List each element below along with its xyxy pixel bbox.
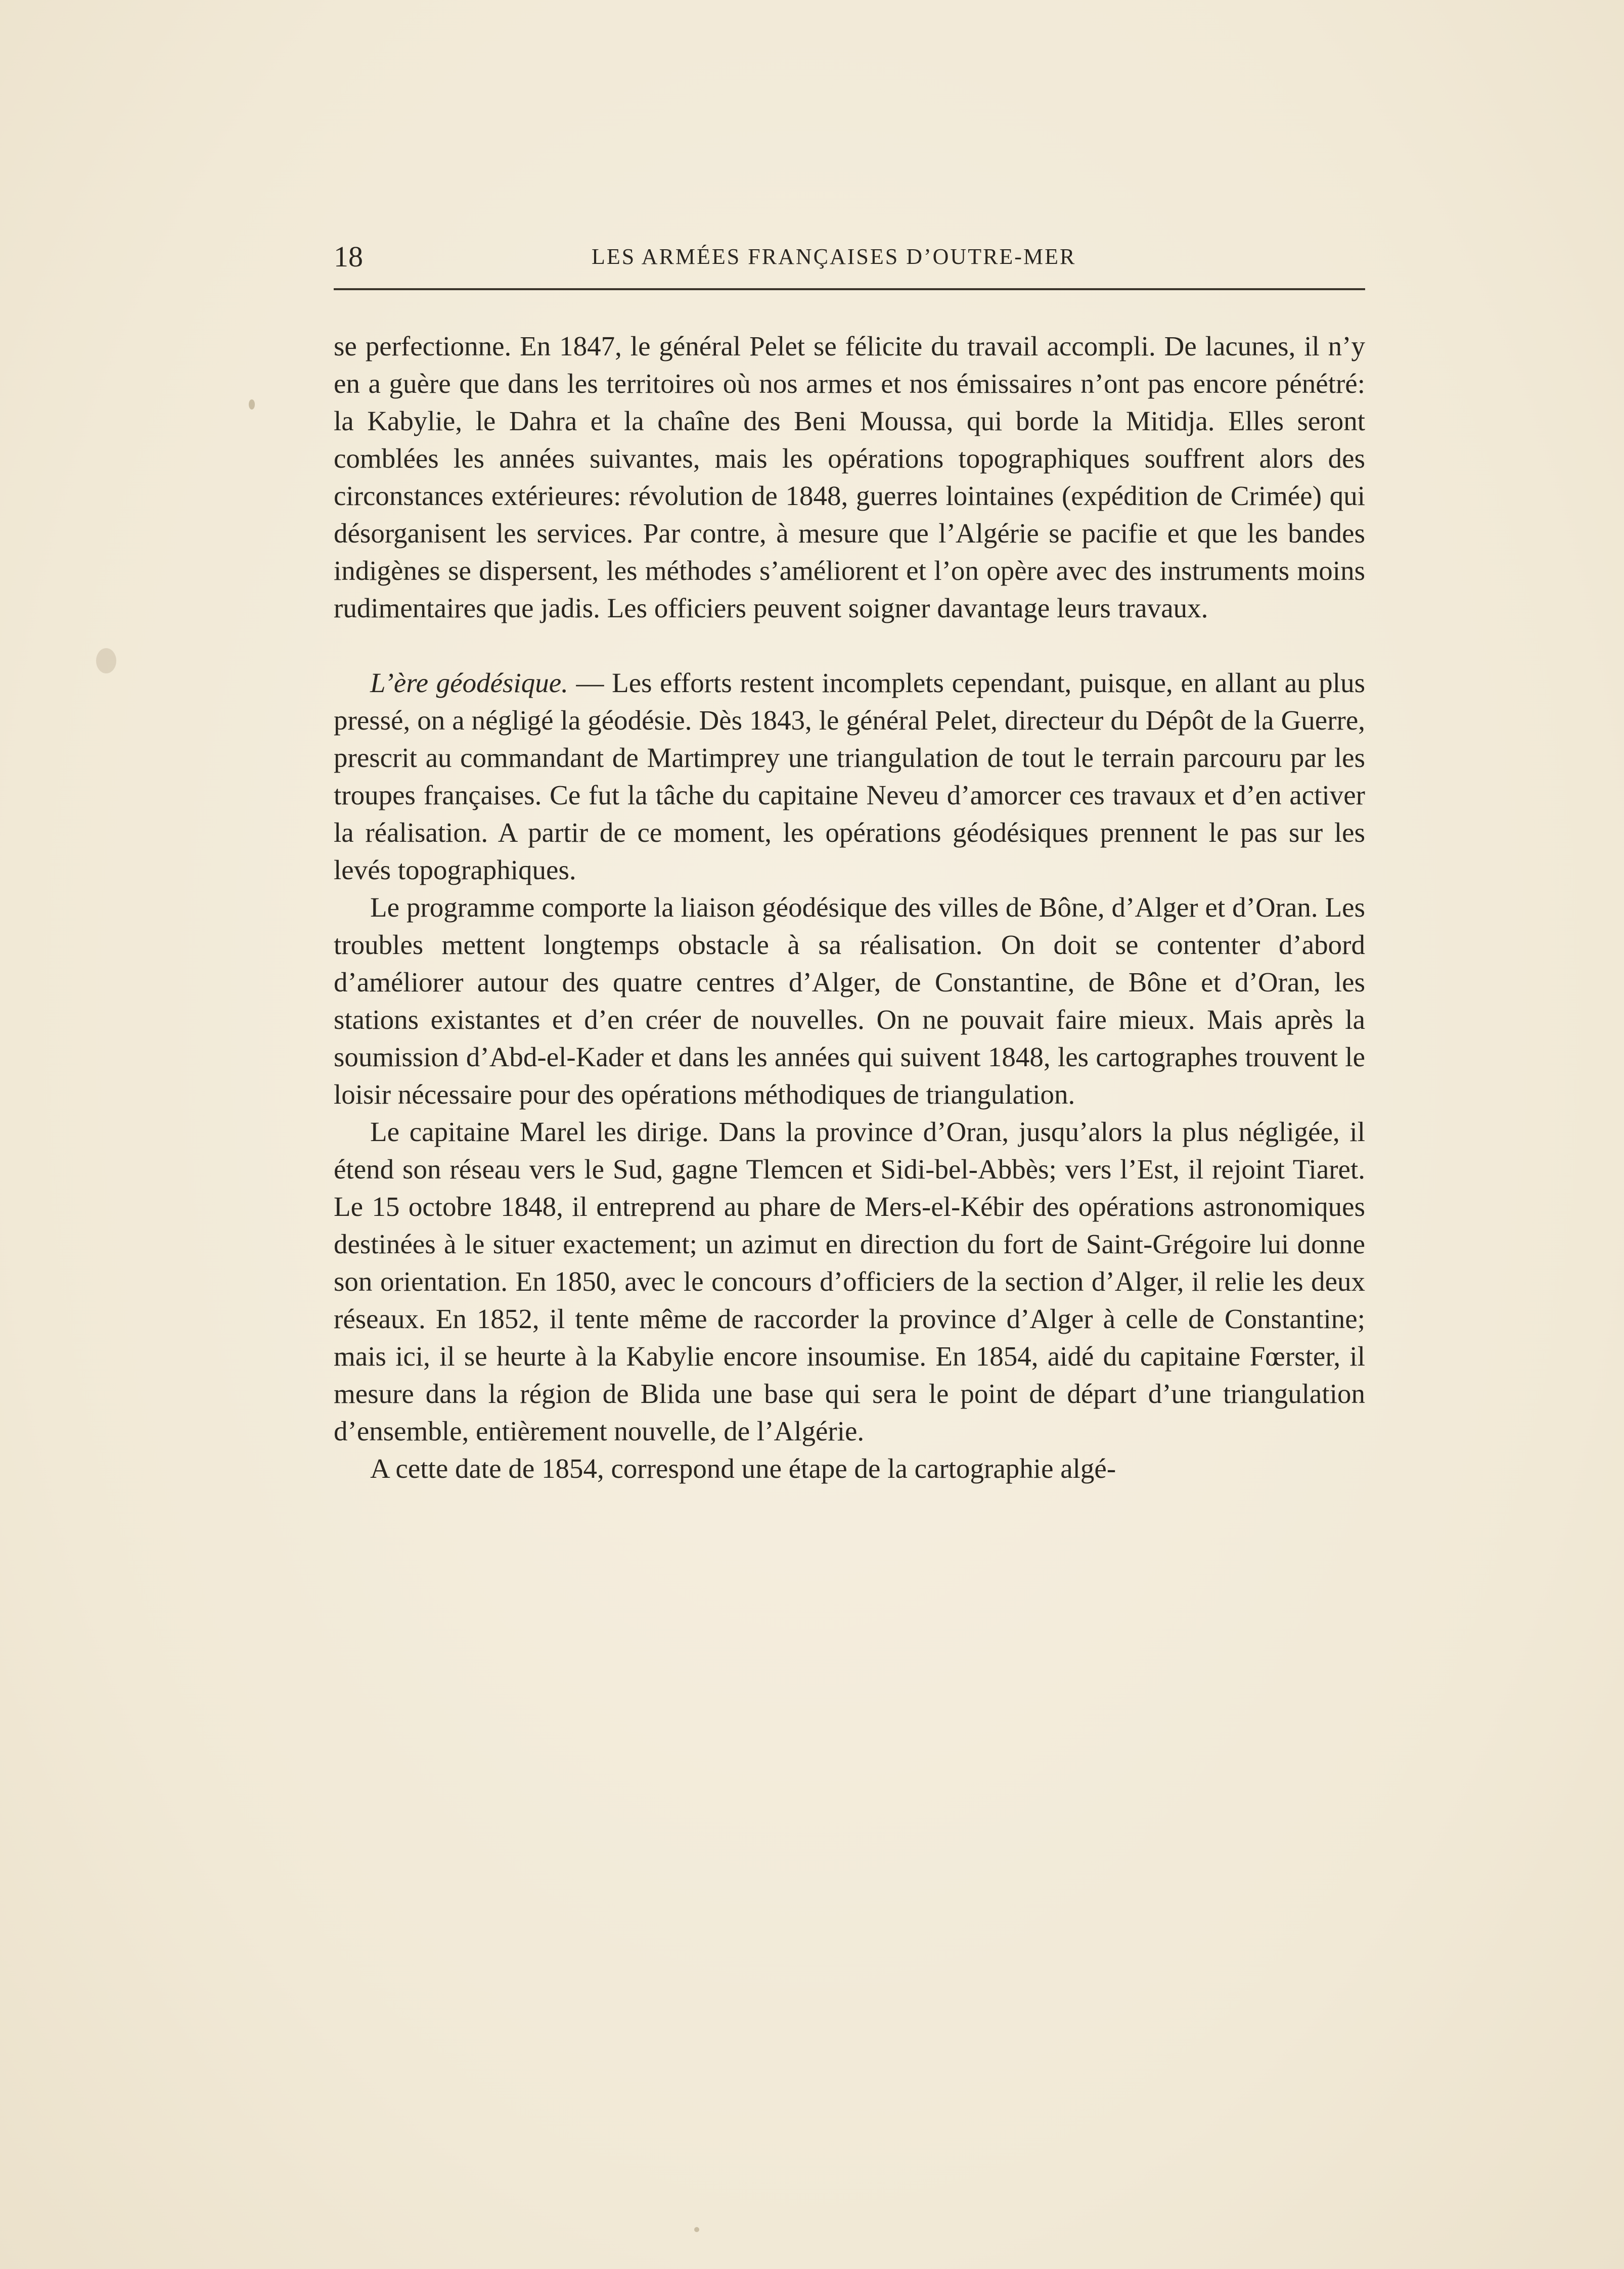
paragraph [334, 889, 1365, 1113]
paragraph-text: Le capitaine Marel les dirige. Dans la province d’Oran, jusqu’alors la plus négligée, il étend son réseau vers le Sud, gagne Tlemcen et Sidi-bel-Abbès; vers l’Est, il rejoint Tiaret. Le 15 octobre 1848, il entreprend au phare de Mers-el-Kébir des opérations astronomiques destinées à le situer exactement; un azimut en direction du fort de Saint-Grégoire lui donne son orientation. En 1850, avec le concours d’officiers de la section d’Alger, il relie les deux réseaux. En 1852, il tente même de raccorder la province d’Alger à celle de Constantine; mais ici, il se heurte à la Kabylie encore insoumise. En 1854, aidé du capitaine Fœrster, il mesure dans la région de Blida une base qui sera le point de départ d’une triangulation d’ensemble, entièrement nouvelle, de l’Algérie. [334, 1116, 1365, 1446]
paragraph-text: A cette date de 1854, correspond une étape de la cartographie algé- [370, 1453, 1116, 1484]
page-number: 18 [334, 240, 363, 273]
header-rule [334, 288, 1365, 290]
paper-spot [96, 648, 116, 673]
body-text [334, 328, 1365, 1487]
paragraph [334, 664, 1365, 889]
paragraph-text: se perfectionne. En 1847, le général Pelet se félicite du travail accompli. De lacunes, il n’y en a guère que dans les territoires où nos armes et nos émissaires n’ont pas encore pénétré: la Kabylie, le Dahra et la chaîne des Beni Moussa, qui borde la Mitidja. Elles seront comblées les années suivantes, mais les opérations topographiques souffrent alors des circonstances extérieures: révolution de 1848, guerres lointaines (expédition de Crimée) qui désorganisent les services. Par contre, à mesure que l’Algérie se pacifie et que les bandes indigènes se dispersent, les méthodes s’améliorent et l’on opère avec des instruments moins rudimentaires que jadis. Les officiers peuvent soigner davantage leurs travaux. [334, 331, 1365, 623]
paragraph-text: Le programme comporte la liaison géodésique des villes de Bône, d’Alger et d’Oran. Les troubles mettent longtemps obstacle à sa réalisation. On doit se contenter d’abord d’améliorer autour des quatre centres d’Alger, de Constantine, de Bône et d’Oran, les stations existantes et d’en créer de nouvelles. On ne pouvait faire mieux. Mais après la soumission d’Abd-el-Kader et dans les années qui suivent 1848, les cartographes trouvent le loisir nécessaire pour des opérations méthodiques de triangulation. [334, 892, 1365, 1110]
paragraph [334, 1113, 1365, 1450]
paper-spot [694, 2227, 699, 2232]
paragraph [334, 328, 1365, 627]
page-header [334, 237, 1365, 277]
section-title: L’ère géodésique. [370, 667, 568, 698]
paper-spot [249, 399, 255, 410]
running-title: LES ARMÉES FRANÇAISES D’OUTRE-MER [592, 244, 1076, 269]
paragraph-text: — Les efforts restent incomplets cependant, puisque, en allant au plus pressé, on a négligé la géodésie. Dès 1843, le général Pelet, directeur du Dépôt de la Guerre, prescrit au commandant de Martimprey une triangulation de tout le terrain parcouru par les troupes françaises. Ce fut la tâche du capitaine Neveu d’amorcer ces travaux et d’en activer la réalisation. A partir de ce moment, les opérations géodésiques prennent le pas sur les levés topographiques. [334, 667, 1365, 885]
paragraph [334, 1450, 1365, 1487]
